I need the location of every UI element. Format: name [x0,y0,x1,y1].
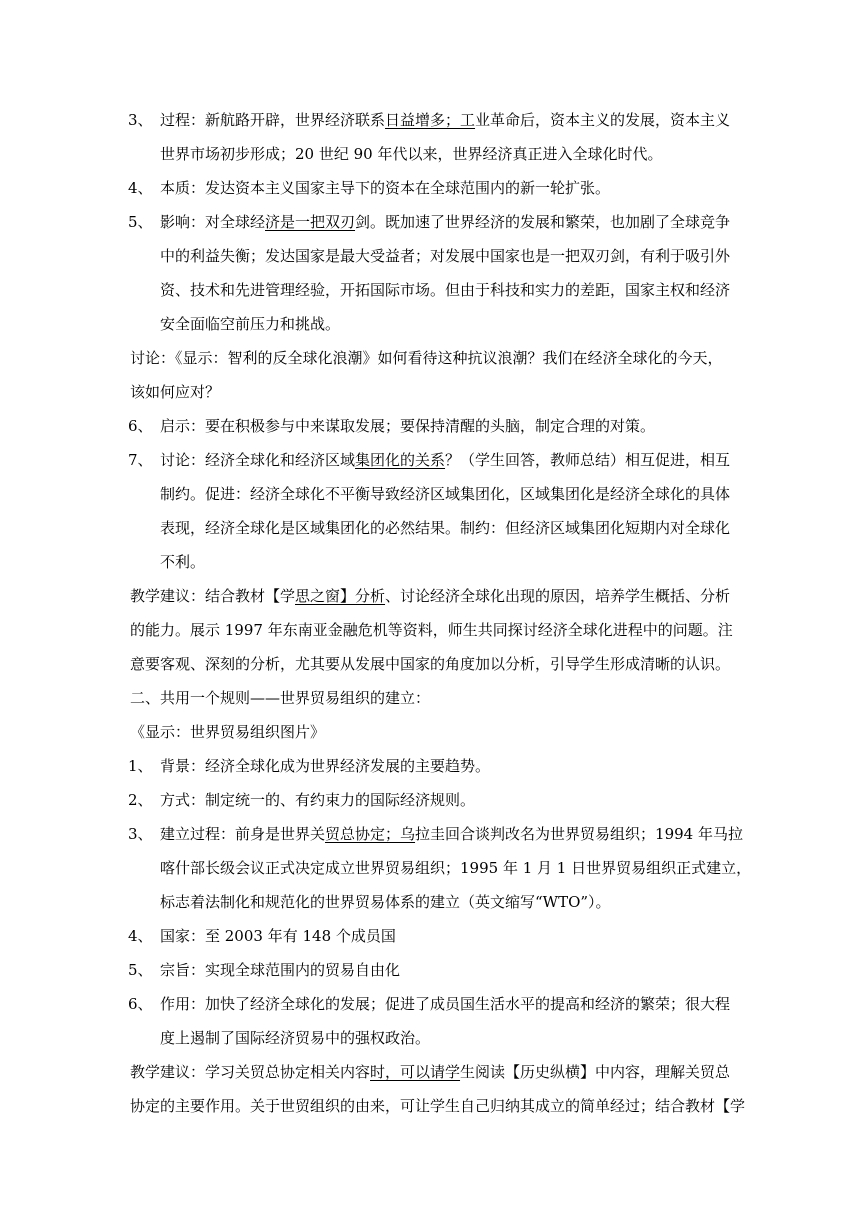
list-number: 6、 [128,995,153,1013]
list-number: 3、 [128,111,153,129]
line-text: 资、技术和先进管理经验，开拓国际市场。但由于科技和实力的差距，国家主权和经济 [160,281,731,299]
section-heading: 二、共用一个规则——世界贸易组织的建立： [130,689,431,707]
line-text: 中的利益失衡；发达国家是最大受益者；对发展中国家也是一把双刃剑，有利于吸引外 [160,247,731,265]
line-text: 该如何应对？ [130,383,221,401]
line-text: 度上遏制了国际经济贸易中的强权政治。 [160,1029,431,1047]
line-text: 世界市场初步形成；20 世纪 90 年代以来，世界经济真正进入全球化时代。 [160,145,663,163]
line-text: 安全面临空前压力和挑战。 [160,315,341,333]
underlined-text: 日益增多；工 [385,111,476,129]
line-text: 教学建议：学习关贸总协定相关内容时，可以请学生阅读【历史纵横】中内容，理解关贸总 [130,1063,731,1081]
line-text: 方式：制定统一的、有约束力的国际经济规则。 [160,791,476,809]
list-number: 7、 [128,451,153,469]
list-number: 5、 [128,213,153,231]
line-text: 《显示：世界贸易组织图片》 [130,723,326,741]
list-number: 2、 [128,791,153,809]
underlined-text: 思之窗】分析 [295,587,386,605]
line-text: 教学建议：结合教材【学思之窗】分析、讨论经济全球化出现的原因，培养学生概括、分析 [130,587,731,605]
list-number: 4、 [128,927,153,945]
list-number: 4、 [128,179,153,197]
line-text: 制约。促进：经济全球化不平衡导致经济区域集团化，区域集团化是经济全球化的具体 [160,485,731,503]
underlined-text: 济是一把双刃 [265,213,356,231]
line-text: 过程：新航路开辟，世界经济联系日益增多；工业革命后，资本主义的发展，资本主义 [160,111,731,129]
line-text: 本质：发达资本主义国家主导下的资本在全球范围内的新一轮扩张。 [160,179,611,197]
line-text: 不利。 [160,553,206,571]
line-text: 表现，经济全球化是区域集团化的必然结果。制约：但经济区域集团化短期内对全球化 [160,519,731,537]
line-text: 启示：要在积极参与中来谋取发展；要保持清醒的头脑，制定合理的对策。 [160,417,656,435]
line-text: 影响：对全球经济是一把双刃剑。既加速了世界经济的发展和繁荣，也加剧了全球竞争 [160,213,731,231]
underlined-text: 贸总协定；乌 [325,825,416,843]
line-text: 协定的主要作用。关于世贸组织的由来，可让学生自己归纳其成立的简单经过；结合教材【学 [130,1097,746,1115]
line-text: 国家：至 2003 年有 148 个成员国 [160,927,396,945]
line-text: 标志着法制化和规范化的世界贸易体系的建立（英文缩写“WTO”）。 [160,893,611,911]
underlined-text: 时，可以请学 [370,1063,461,1081]
line-text: 的能力。展示 1997 年东南亚金融危机等资料，师生共同探讨经济全球化进程中的问题。注 [130,621,733,639]
list-number: 5、 [128,961,153,979]
line-text: 喀什部长级会议正式决定成立世界贸易组织；1995 年 1 月 1 日世界贸易组织正式建立， [160,859,752,877]
line-text: 背景：经济全球化成为世界经济发展的主要趋势。 [160,757,491,775]
line-text: 讨论：经济全球化和经济区域集团化的关系？（学生回答，教师总结）相互促进，相互 [160,451,731,469]
list-number: 1、 [128,757,153,775]
line-text: 建立过程：前身是世界关贸总协定；乌拉圭回合谈判改名为世界贸易组织；1994 年马拉 [160,825,743,843]
underlined-text: 集团化的关系 [355,451,446,469]
line-text: 意要客观、深刻的分析，尤其要从发展中国家的角度加以分析，引导学生形成清晰的认识。 [130,655,731,673]
list-number: 6、 [128,417,153,435]
line-text: 宗旨：实现全球范围内的贸易自由化 [160,961,401,979]
line-text: 作用：加快了经济全球化的发展；促进了成员国生活水平的提高和经济的繁荣；很大程 [160,995,731,1013]
line-text: 讨论：《显示：智利的反全球化浪潮》如何看待这种抗议浪潮？我们在经济全球化的今天， [130,349,723,367]
list-number: 3、 [128,825,153,843]
